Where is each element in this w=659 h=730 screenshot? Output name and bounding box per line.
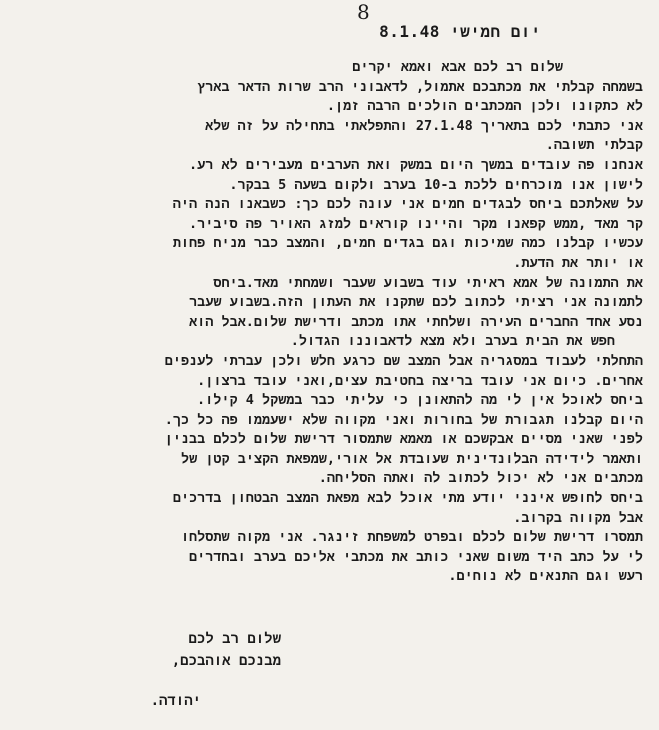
letter-line: תמסרו דרישת שלום לכלם ובפרט למשפחת זינגר. אני מקוה שתסלחו <box>180 529 643 546</box>
letter-line: היום קבלנו תגבורת של בחורות ואני מקווה שלא ישעממו פה כל כך. <box>164 411 643 428</box>
letter-closing <box>151 628 281 712</box>
letter-line: לא כתקונו ולכן המכתבים הולכים הרבה זמן. <box>326 98 643 115</box>
letter-line: אבל מקווה בקרוב. <box>513 509 643 526</box>
closing-from: מבנכם אוהבכם, <box>171 653 281 669</box>
letter-line: קבלתי תשובה. <box>545 137 643 154</box>
letter-line: או יותר את הדעת. <box>513 254 643 271</box>
letter-line: את התמונה של אמא ראיתי עוד בשבוע שעבר ושמחתי מאד.ביחס <box>213 274 643 291</box>
letter-line: לי על כתב היד משום שאני כותב את מכתבי אליכם בערב ובחדרים <box>189 548 643 565</box>
signature: יהודה. <box>150 693 201 709</box>
header-day: יום חמישי <box>450 22 541 41</box>
letter-line: התחלתי לעבוד במסגריה אבל המצב שם כרגע חלש ולכן עברתי לענפים <box>164 352 643 369</box>
letter-header <box>349 22 541 42</box>
letter-line: לפני שאני מסיים אבקשכם או מאמא שתמסור דרישת שלום לכלם בבנין <box>164 431 643 448</box>
letter-line: לתמונה אני רציתי לכתוב לכם שתקנו את העתון הזה.בשבוע שעבר <box>189 294 643 311</box>
letter-line: אני כתבתי לכם בתאריך 27.1.48 והתפלאתי בתחילה על זה שלא <box>205 117 643 134</box>
letter-line: אחרים. כיום אני עובד בריצה בחטיבת עצים,ואני עובד ברצון. <box>197 372 643 389</box>
letter-body <box>13 58 643 587</box>
letter-line: בשמחה קבלתי את מכתבכם אתמול, לדאבוני הרב שרות הדאר בארץ <box>197 78 643 95</box>
letter-line: ביחס לחופש אינני יודע מתי אוכל לבא מפאת המצב הבטחון בדרכים <box>172 490 643 507</box>
closing-greeting: שלום רב לכם <box>188 631 281 647</box>
letter-line: קר מאד ,ממש קפאנו מקר והיינו קוראים למזג האויר פה סיביר. <box>189 215 643 232</box>
letter-line: רעש וגם התנאים לא נוחים. <box>448 568 643 585</box>
letter-line: נסע אחד החברים העירה ושלחתי אתו מכתב ודרישת שלום.אבל הוא <box>189 313 643 330</box>
letter-line: אנחנו פה עובדים במשך היום במשק ואת הערבים מעבירים לא רע. <box>189 156 643 173</box>
letter-line: עכשיו קבלנו כמה שמיכות וגם בגדים חמים, והמצב כבר מניח פחות <box>172 235 643 252</box>
header-date: 8.1.48 <box>379 22 440 41</box>
letter-line: ותאמר לידידה הבלונדינית שעובדת אל אורי,שמפאת הקציב קטן של <box>180 450 643 467</box>
letter-line: לישון אנו מוכרחים ללכת ב-10 בערב ולקום בשעה 5 בבקר. <box>229 176 643 193</box>
page-number: 8 <box>357 0 370 24</box>
letter-line: מכתבים אני לא יכול לכתוב לה ואתה הסליחה. <box>318 470 643 487</box>
letter-line: חפש את הבית בערב ולא מצא לדאבוננו הגדול. <box>290 333 615 350</box>
letter-line: על שאלתכם ביחס לבגדים חמים אני עונה לכם כך: כשבאנו הנה היה <box>172 196 643 213</box>
letter-line: ביחס לאוכל אין לי מה להתאונן כי עליתי כבר במשקל 4 קילו. <box>197 392 643 409</box>
letter-line: שלום רב לכם אבא ואמא יקרים <box>352 59 563 75</box>
